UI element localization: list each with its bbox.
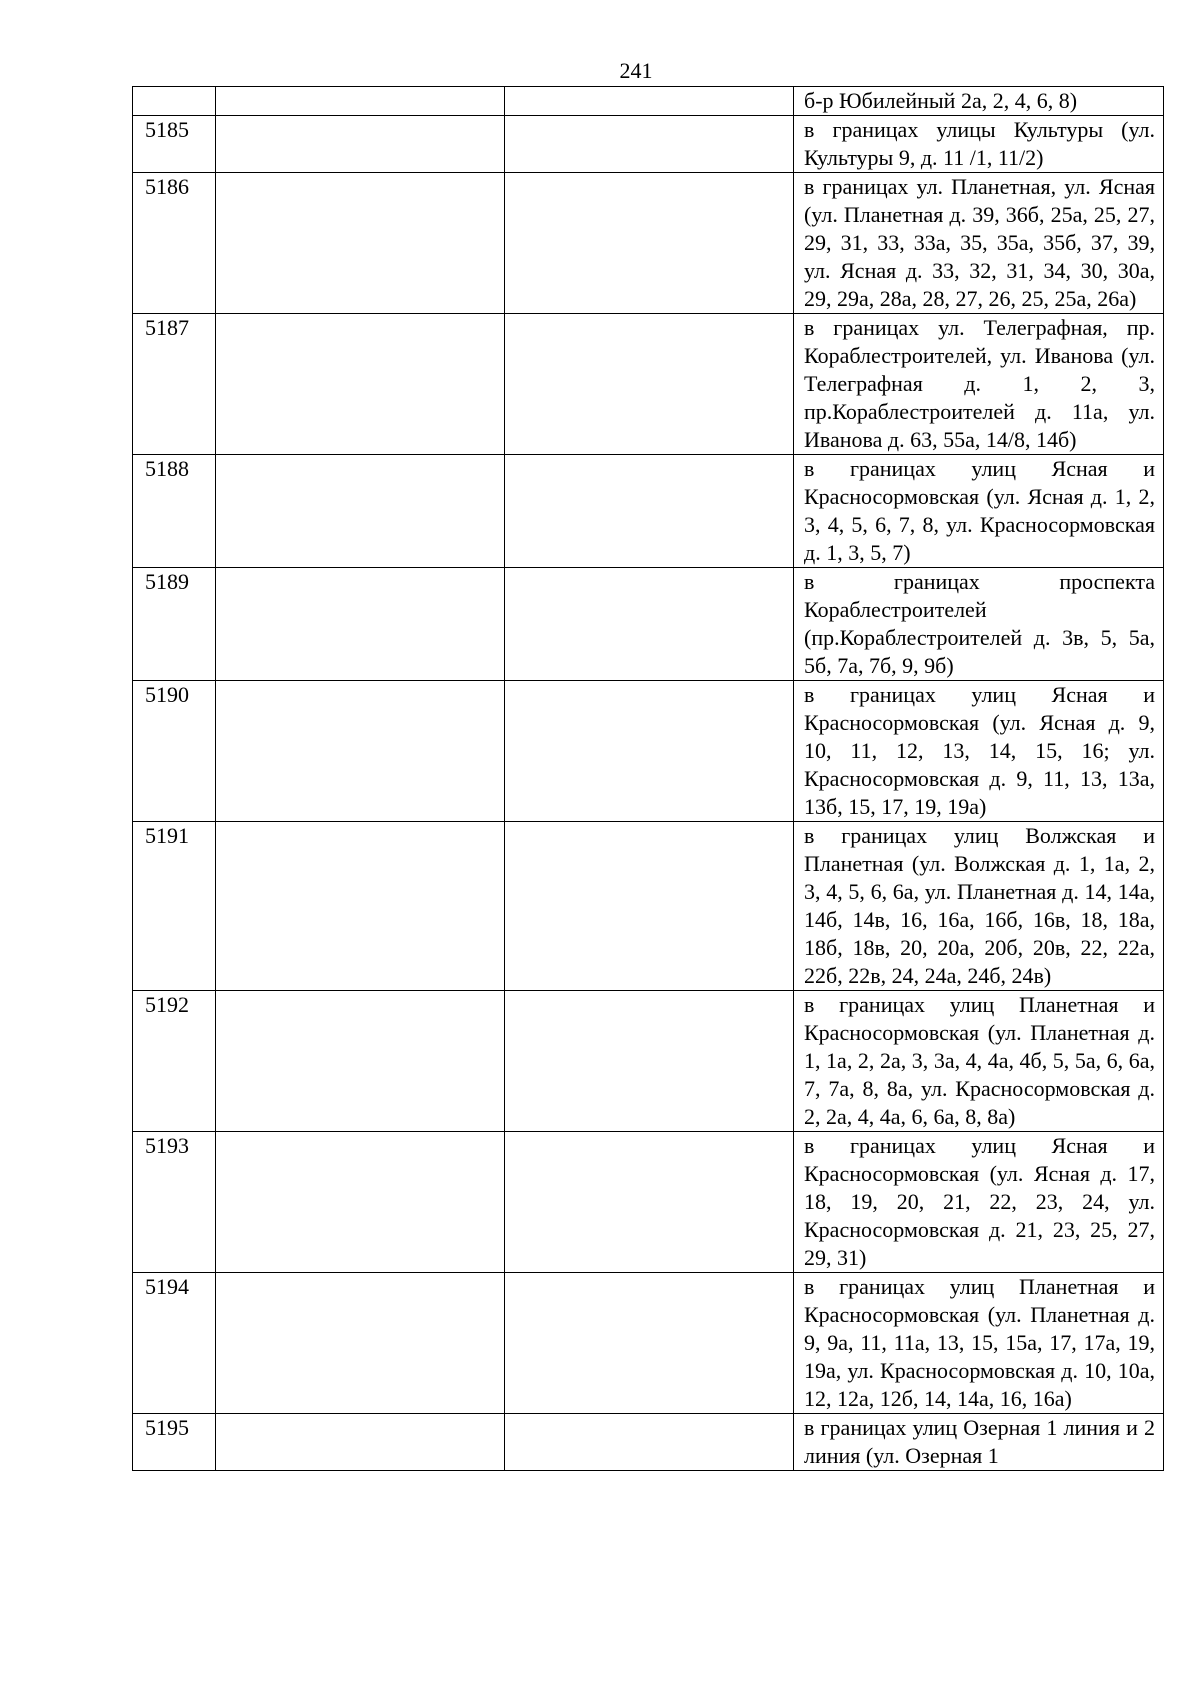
row-number — [133, 87, 216, 116]
empty-cell — [505, 1132, 794, 1273]
empty-cell — [216, 991, 505, 1132]
boundary-description: в границах улиц Волжская и Планетная (ул. Волжская д. 1, 1а, 2, 3, 4, 5, 6, 6а, ул. Планетная д. 14, 14а, 14б, 14в, 16, 16а, 16б, 16в, 18, 18а, 18б, 18в, 20, 20а, 20б, 20в, 22, 22а, 22б, 22в, 24, 24а, 24б, 24в) — [794, 822, 1164, 991]
row-number: 5190 — [133, 681, 216, 822]
empty-cell — [216, 1414, 505, 1471]
row-number: 5186 — [133, 173, 216, 314]
table-row — [133, 568, 1164, 681]
empty-cell — [216, 314, 505, 455]
boundary-description: б-р Юбилейный 2а, 2, 4, 6, 8) — [794, 87, 1164, 116]
empty-cell — [505, 1414, 794, 1471]
empty-cell — [505, 568, 794, 681]
table-row — [133, 173, 1164, 314]
table-row — [133, 1414, 1164, 1471]
empty-cell — [505, 173, 794, 314]
table-row — [133, 681, 1164, 822]
boundary-description: в границах улиц Ясная и Красносормовская (ул. Ясная д. 17, 18, 19, 20, 21, 22, 23, 24, ул. Красносормовская д. 21, 23, 25, 27, 29, 31) — [794, 1132, 1164, 1273]
empty-cell — [216, 681, 505, 822]
empty-cell — [216, 568, 505, 681]
empty-cell — [216, 173, 505, 314]
empty-cell — [505, 681, 794, 822]
empty-cell — [505, 455, 794, 568]
boundary-description: в границах улицы Культуры (ул. Культуры 9, д. 11 /1, 11/2) — [794, 116, 1164, 173]
table-row — [133, 116, 1164, 173]
row-number: 5189 — [133, 568, 216, 681]
districts-table — [132, 86, 1164, 1471]
page-number: 241 — [619, 58, 653, 83]
boundary-description: в границах проспекта Кораблестроителей (пр.Кораблестроителей д. 3в, 5, 5а, 5б, 7а, 7б, 9, 9б) — [794, 568, 1164, 681]
empty-cell — [216, 455, 505, 568]
table-row — [133, 1273, 1164, 1414]
empty-cell — [505, 822, 794, 991]
table-row — [133, 1132, 1164, 1273]
boundary-description: в границах улиц Озерная 1 линия и 2 линия (ул. Озерная 1 — [794, 1414, 1164, 1471]
boundary-description: в границах улиц Планетная и Красносормовская (ул. Планетная д. 1, 1а, 2, 2а, 3, 3а, 4, 4а, 4б, 5, 5а, 6, 6а, 7, 7а, 8, 8а, ул. Красносормовская д. 2, 2а, 4, 4а, 6, 6а, 8, 8а) — [794, 991, 1164, 1132]
table-row — [133, 991, 1164, 1132]
empty-cell — [505, 116, 794, 173]
boundary-description: в границах улиц Планетная и Красносормовская (ул. Планетная д. 9, 9а, 11, 11а, 13, 15, 15а, 17, 17а, 19, 19а, ул. Красносормовская д. 10, 10а, 12, 12а, 12б, 14, 14а, 16, 16а) — [794, 1273, 1164, 1414]
row-number: 5187 — [133, 314, 216, 455]
table-row — [133, 822, 1164, 991]
boundary-description: в границах улиц Ясная и Красносормовская (ул. Ясная д. 1, 2, 3, 4, 5, 6, 7, 8, ул. Красносормовская д. 1, 3, 5, 7) — [794, 455, 1164, 568]
empty-cell — [216, 87, 505, 116]
row-number: 5194 — [133, 1273, 216, 1414]
boundary-description: в границах улиц Ясная и Красносормовская (ул. Ясная д. 9, 10, 11, 12, 13, 14, 15, 16; ул. Красносормовская д. 9, 11, 13, 13а, 13б, 15, 17, 19, 19а) — [794, 681, 1164, 822]
empty-cell — [216, 1132, 505, 1273]
row-number: 5195 — [133, 1414, 216, 1471]
row-number: 5191 — [133, 822, 216, 991]
empty-cell — [505, 991, 794, 1132]
empty-cell — [216, 822, 505, 991]
table-row — [133, 455, 1164, 568]
table-row — [133, 87, 1164, 116]
row-number: 5185 — [133, 116, 216, 173]
empty-cell — [505, 87, 794, 116]
empty-cell — [216, 116, 505, 173]
row-number: 5188 — [133, 455, 216, 568]
row-number: 5192 — [133, 991, 216, 1132]
table-row — [133, 314, 1164, 455]
row-number: 5193 — [133, 1132, 216, 1273]
boundary-description: в границах ул. Телеграфная, пр. Кораблестроителей, ул. Иванова (ул. Телеграфная д. 1, 2, 3, пр.Кораблестроителей д. 11а, ул. Иванова д. 63, 55а, 14/8, 14б) — [794, 314, 1164, 455]
empty-cell — [505, 314, 794, 455]
boundary-description: в границах ул. Планетная, ул. Ясная (ул. Планетная д. 39, 36б, 25а, 25, 27, 29, 31, 33, 33а, 35, 35а, 35б, 37, 39, ул. Ясная д. 33, 32, 31, 34, 30, 30а, 29, 29а, 28а, 28, 27, 26, 25, 25а, 26а) — [794, 173, 1164, 314]
empty-cell — [505, 1273, 794, 1414]
empty-cell — [216, 1273, 505, 1414]
